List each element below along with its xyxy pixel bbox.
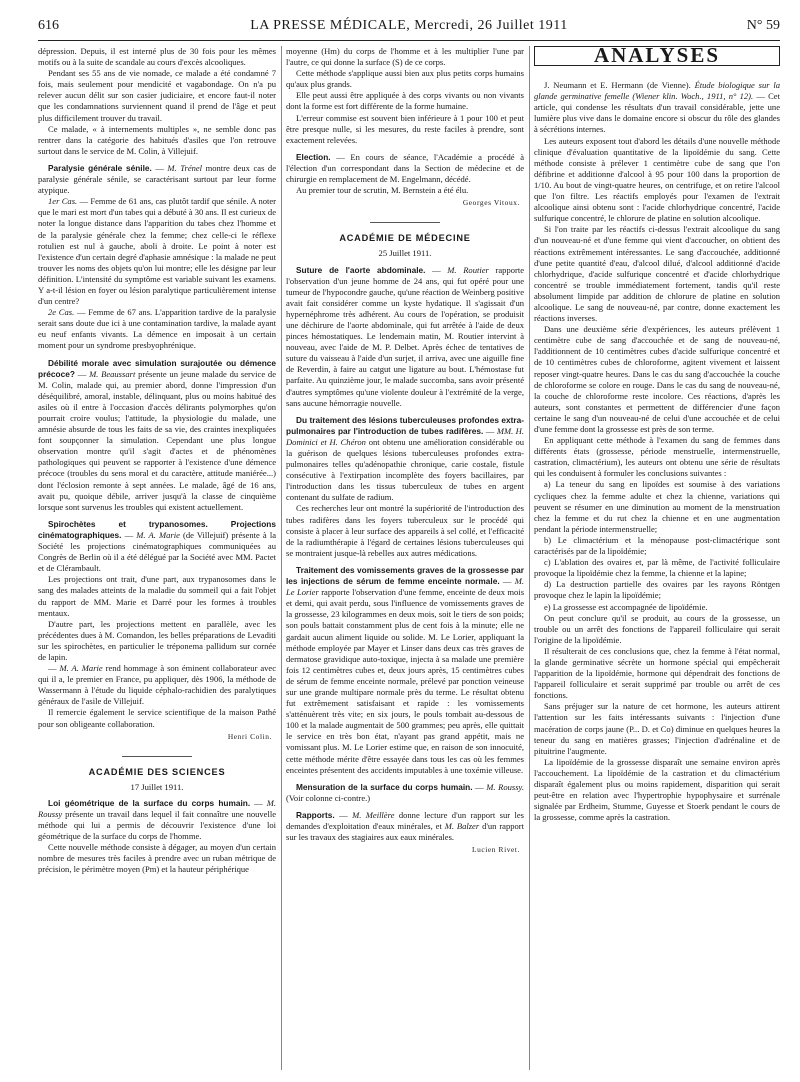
article: Suture de l'aorte abdominale. — M. Routier rapporte l'observation d'un jeune homme de 24 ans, qui fut opéré pour une tumeur de l'hypocondre gauche, qu'une réaction de Weinberg positive avait fait considérer comme un kyste hydatique. Il s'agissait d'un hypernéphrome très adhérent. Au cours de l'opération, se produisit une déchirure de l'aorte abdominale, qui fut arrêtée à l'aide de deux pinces hémostatiques. Le lendemain matin, M. Routier intervint à nouveau, avec l'aide de M. P. Delbet. Après échec de tentatives de suture du vaisseau à l'aide d'un surjet, il arriva, avec une aiguille fine de Reverdin, à faire au catgut une ligature au bout. L'hémostase fut parfaite. Au quinzième jour, le malade succomba, sans avoir présenté d'autres symptômes qu'une violente douleur à l'extrémité de la verge, sans aucune hémorragie nouvelle.: [286, 264, 524, 408]
list-item: c) L'ablation des ovaires et, par là même, de l'activité folliculaire provoque la lipoïdémie chez la femme, la chienne et la lapine;: [534, 557, 780, 579]
paragraph: Cette méthode s'applique aussi bien aux plus petits corps humains qu'aux plus grands.: [286, 68, 524, 90]
paragraph: Au premier tour de scrutin, M. Bernstein a été élu.: [296, 185, 469, 196]
article-title: Débilité morale avec simulation surajoutée ou démence précoce?: [38, 357, 276, 379]
signature: Georges Vitoux.: [462, 198, 520, 208]
article-title: Du traitement des lésions tuberculeuses profondes extra-pulmonaires par l'introduction de tubes radifères.: [286, 414, 524, 436]
article: J. Neumann et E. Hermann (de Vienne). Étude biologique sur la glande germinative femelle (Wiener klin. Woch., 1911, n° 12). — Cet article, qui condense les résultats d'un travail considérable, jette une lumière plus vive dans le domaine encore si obscur du rôle des glandes à sécrétions internes.: [534, 80, 780, 135]
column-divider: [529, 46, 530, 1070]
section-heading: ACADÉMIE DE MÉDECINE: [339, 233, 471, 244]
paragraph: En appliquant cette méthode à l'examen du sang de femmes dans différents états (grossesse, période menstruelle, intermenstruelle, castration, climactérium), les auteurs ont obtenu une série de résultats qui les conduisent à formuler les conclusions suivantes :: [534, 435, 780, 479]
paragraph: moyenne (Hm) du corps de l'homme et à les multiplier l'une par l'autre, ce qui donne la surface (S) de ce corps.: [286, 46, 524, 68]
article: Traitement des vomissements graves de la grossesse par les injections de sérum de femme enceinte normale. — M. Le Lorier rapporte l'observation d'une femme, enceinte de deux mois et demi, qui avait perdu, sous l'influence de vomissements graves de la grossesse, 23 kilogrammes en deux mois, soit le tiers de son poids; son pouls battait constamment plus de cent fois à la minute; elle ne gardait aucun aliment liquide ou solide. M. Le Lorier, appliquant la méthode employée par Mayer et Linser dans deux cas très graves de dermatose gravidique auto-toxique, injecta à sa malade une première fois 12 centimètres cubes et, deux jours après, 15 centimètres cubes de sérum de femme enceinte normale, prélevé par ponction veineuse sur une grande multipare normale près du terme. Le résultat obtenu fut extrêmement satisfaisant et rapide : les vomissements s'atténuèrent très vite; en six jours, le pouls tombait au-dessous de 100 et la malade augmentait de 500 grammes; peu après, elle quittait le service en très bon état, n'ayant pas grand appétit, mais ne vomissant plus. M. Le Lorier estime que, en raison de son innocuité, cette méthode mérite d'être essayée dans tous les cas où les femmes enceintes présentent des accidents imputables à une toxémie villeuse.: [286, 564, 524, 775]
author: M. Meillère: [352, 809, 395, 820]
author: M. Balzer: [444, 821, 480, 831]
paragraph: Ces recherches leur ont montré la supériorité de l'introduction des tubes radifères dans les foyers tuberculeux sur le procédé qui consiste à placer à leur surface des appareils à sel collé, et l'efficacité de la radiumthérapie à l'égard de certaines lésions tuberculeuses qui se montraient jusque-là rebelles aux autres médications.: [286, 503, 524, 558]
article-title: Rapports.: [296, 809, 335, 820]
article: Election. — En cours de séance, l'Académie a procédé à l'élection d'un correspondant dans la Section de médecine et de chirurgie en remplacement de M. Engelmann, décédé.: [286, 151, 524, 185]
author: M. Roussy.: [486, 781, 524, 792]
article-title: Paralysie générale sénile.: [48, 162, 152, 173]
article-title: Loi géométrique de la surface du corps humain.: [48, 797, 251, 808]
case-label: 2e Cas.: [48, 307, 75, 318]
paragraph: Il remercie également le service scientifique de la maison Pathé pour son obligeante collaboration.: [38, 707, 276, 729]
author: M. Trénel: [167, 162, 203, 173]
paragraph: D'autre part, les projections mettent en parallèle, avec les précédentes dues à M. Comandon, les belles préparations de Levaditi sur les spirochètes, en particulier le tréponema pallidum sur cornée de lapin.: [38, 618, 276, 662]
paragraph: Pendant ses 55 ans de vie nomade, ce malade a été condamné 7 fois, mais seulement pour mendicité et vagabondage. On n'a pu relever aucun délit sur son casier judiciaire, et encore faut-il noter que les condamnations surviennent quand il prend de l'âge et peut plus difficilement trouver du travail.: [38, 68, 276, 123]
article-title: Election.: [296, 151, 331, 162]
article-title: Traitement des vomissements graves de la grossesse par les injections de sérum de femme enceinte normale.: [286, 564, 524, 587]
list-item: d) La destruction partielle des ovaires par les rayons Röntgen provoque chez le lapin la lipoïdémie;: [534, 579, 780, 601]
analyses-heading: ANALYSES: [534, 46, 780, 66]
author: M. Beaussart: [89, 368, 136, 379]
paragraph: Dans une deuxième série d'expériences, les auteurs prélèvent 1 centimètre cube de sang d'accouchée et de sang de nouveau-né, l'additionnent de 10 centimètres cubes d'acide sulfurique concentré et de 10 centimètres cubes de chloroforme, agitent vivement et laissent reposer vingt-quatre heures. Dans le cas du sang d'accouchée la couche de chloroforme se colore en rouge. Dans le cas du sang de nouveau-né, la couche de chloroforme reste incolore. Ces réactions, d'après les auteurs, sont constantes et permettent de différencier d'une façon certaine le sang d'un nouveau-né de celui d'une accouchée et de celui d'une femme dont la grossesse est près de son terme.: [534, 324, 780, 434]
paragraph: Il résulterait de ces conclusions que, chez la femme à l'état normal, la glande germinative sécrète un hormone spécial qui empêcherait l'apparition de la lipoïdémie, hormone qui dépendrait des fonctions de l'appareil folliculaire et serait supprimé par trouble ou arrêt de ces fonctions.: [534, 645, 780, 701]
paragraph: dépression. Depuis, il est interné plus de 30 fois pour les mêmes motifs ou à la suite de scandale au cours d'excès alcooliques.: [38, 46, 276, 68]
article: Du traitement des lésions tuberculeuses profondes extra-pulmonaires par l'introduction de tubes radifères. — MM. H. Dominici et H. Chéron ont obtenu une amélioration considérable ou la guérison de quelques lésions tuberculeuses profondes extra-pulmonaires telles qu'adénopathie chronique, carie costale, fistule consécutive à l'extirpation incomplète des foyers bacillaires, par l'introduction dans les tissus tuberculeux de tubes en argent contenant du sulfate de radium.: [286, 414, 524, 503]
section-divider: [370, 222, 440, 223]
paragraph: Les auteurs exposent tout d'abord les détails d'une nouvelle méthode clinique d'évaluation quantitative de la lipoïdémie du sang. Cette méthode consiste à prélever 1 centimètre cube de sang que l'on défibrine et additionne d'alcool à 95 pour 100 dans la proportion de 1/10. Au bout de vingt-quatre heures, on centrifuge, et on retire l'alcool que l'on filtre. Les réactifs employés pour l'examen de l'extrait alcoolique ainsi obtenu sont : l'acide chlorhydrique concentré, l'acide sulfurique concentré, le chlorure de platine en solution alcoolique.: [534, 135, 780, 224]
paragraph: L'erreur commise est souvent bien inférieure à 1 pour 100 et peut être presque nulle, si les mesures, du reste faciles à prendre, sont exactement relevées.: [286, 112, 524, 145]
article-text: montre deux cas de paralysie générale sénile, se caractérisant surtout par leur forme atypique.: [38, 162, 276, 196]
article: Rapports. — M. Meillère donne lecture d'un rapport sur les demandes d'exploitation d'eaux minérales, et M. Balzer d'un rapport sur les travaux des stagiaires aux eaux minérales.: [286, 809, 524, 843]
column-right: [534, 46, 780, 1074]
paragraph: Elle peut aussi être appliquée à des corps vivants ou non vivants dont la forme est fort différente de la forme humaine.: [286, 90, 524, 112]
journal-title: LA PRESSE MÉDICALE, Mercredi, 26 Juillet 1911: [250, 18, 568, 33]
article: Loi géométrique de la surface du corps humain. — M. Roussy présente un travail dans lequel il fait connaître une nouvelle méthode qui lui a permis de découvrir l'existence d'une loi géométrique de la surface du corps de l'homme.: [38, 797, 276, 842]
list-item: e) La grossesse est accompagnée de lipoïdémie.: [544, 601, 708, 612]
column-left: [38, 46, 276, 1074]
case-label: 1er Cas.: [48, 196, 78, 207]
paragraph: Si l'on traite par les réactifs ci-dessus l'extrait alcoolique du sang d'un nouveau-né et d'une femme qui vient d'accoucher, on obtient des réactions extrêmement intéressantes. Le sang d'accouchée, additionné d'une petite quantité d'eau, d'alcool dilué, d'alcool additionné d'acide chlorhydrique, d'acide sulfurique concentré et d'acide chlorhydrique concentré se trouble immédiatement fortement, tandis qu'il reste absolument limpide par addition de chlorure de platine en solution alcoolique. Le sang de nouveau-né, par contre, donne exactement les réactions inverses.: [534, 224, 780, 324]
author: J. Neumann et E. Hermann: [544, 80, 644, 91]
reference: (Wiener klin. Woch., 1911, n° 12).: [632, 91, 754, 102]
paragraph: Cette nouvelle méthode consiste à dégager, au moyen d'un certain nombre de mesures très faciles à prendre avec un ruban métrique de précision, le périmètre moyen (Pm) et la hauteur périphérique: [38, 842, 276, 875]
page-header: [38, 18, 780, 38]
author: M. Roussy: [38, 797, 276, 819]
paragraph: 2e Cas. — Femme de 67 ans. L'apparition tardive de la paralysie serait sans doute due ici à une contamination tardive, la malade ayant eu neuf enfants vivants. La démence en imposait à un certain moment pour un syndrome presbyophrénique.: [38, 307, 276, 351]
article-title: Mensuration de la surface du corps humain.: [296, 781, 473, 792]
work-title: Étude biologique sur la glande germinative femelle: [534, 80, 780, 102]
column-divider: [281, 46, 282, 1070]
paragraph: Les projections ont trait, d'une part, aux trypanosomes dans le sang des malades atteints de la maladie du sommeil qui a fait l'objet du rapport de MM. Marie et Darré pour les formes à troubles mentaux.: [38, 574, 276, 618]
paragraph: On peut conclure qu'il se produit, au cours de la grossesse, un trouble ou un arrêt des fonctions de l'appareil folliculaire qui serait l'origine de la lipoïdémie.: [534, 612, 780, 645]
article-title: Spirochètes et trypanosomes. Projections cinématographiques.: [38, 518, 276, 540]
section-heading: ACADÉMIE DES SCIENCES: [88, 766, 226, 777]
paragraph: Sans préjuger sur la nature de cet hormone, les auteurs attirent l'attention sur les faits intéressants suivants : l'injection d'une macération de corps jaune (P... D. et Co) diminue en quelques heures la teneur du sang en matières grasses; l'injection d'adrénaline et de pituitrine l'augmente.: [534, 701, 780, 756]
page-number: 616: [38, 18, 59, 33]
section-date: 17 Juillet 1911.: [130, 781, 184, 792]
author: M. Routier: [447, 264, 489, 275]
list-item: a) La teneur du sang en lipoïdes est soumise à des variations cycliques chez la femme adulte et chez la chienne, variations qui peuvent se résumer en une diminution au moment de la menstruation chez la femme et du rut chez la chienne et en une augmentation pendant la période intermenstruelle;: [534, 479, 780, 534]
paragraph: 1er Cas. — Femme de 61 ans, cas plutôt tardif que sénile. A noter que le mari est mort d'un tabes qui a débuté à 30 ans. Il est curieux de noter la longue distance dans l'apparition du tabes chez l'homme et de la paralysie générale chez la femme; chez celle-ci le réflexe rotulien est nul à gauche, aboli à droite. Le point à noter est l'existence d'un certain degré d'aphasie amnésique : la malade ne peut trouver les noms des objets qu'on lui montre; elle les désigne par leur définition. L'intensité du symptôme est variable suivant les examens. Y a-t-il lésion en foyer ou lésion paralytique particulièrement intense d'un centre?: [38, 196, 276, 307]
conclusion-list: [534, 479, 780, 612]
column-middle: [286, 46, 524, 1074]
signature: Henri Colin.: [227, 731, 272, 741]
article: Spirochètes et trypanosomes. Projections cinématographiques. — M. A. Marie (de Villejuif) présente à la Société les projections cinématographiques communiquées au Congrès de Berlin où il a été délégué par la Société avec MM. Pactet et de Clérambault.: [38, 518, 276, 574]
issue-number: N° 59: [746, 18, 780, 33]
list-item: b) Le climactérium et la ménopause post-climactérique sont caractérisés par de la lipoïdémie;: [534, 534, 780, 557]
author: M. A. Marie: [136, 529, 180, 540]
article: Débilité morale avec simulation surajoutée ou démence précoce? — M. Beaussart présente un jeune malade du service de M. Colin, malade qui, au premier abord, donne l'impression d'un déséquilibré, amoral, instable, délinquant, plus ou moins habitué des asiles où il entre à l'occasion d'accès délirants polymorphes qu'on pourrait croire voulus; l'attitude, la physiologie du malade, une amnésie absurde de tous les faits de sa vie, des craintes inexpliquées font soupçonner la simulation. Cependant une plus longue observation montre qu'il s'agit d'actes et de phénomènes pathologiques qui peuvent se rapporter à l'existence d'une démence précoce (troubles du sens moral et du caractère, attitude maniérée...) dont l'éclosion remonte à sept années. Le malade, âgé de 16 ans, avait pu, quoique débile, arriver jusqu'à la classe de cinquième lorsque sont survenus les troubles qui existent actuellement.: [38, 357, 276, 512]
article-title: Suture de l'aorte abdominale.: [296, 264, 426, 275]
section-divider: [122, 756, 192, 757]
signature: Lucien Rivet.: [471, 845, 520, 855]
article: Mensuration de la surface du corps humain. — M. Roussy. (Voir colonne ci-contre.): [286, 781, 524, 803]
header-rule: [38, 40, 780, 41]
article: Paralysie générale sénile. — M. Trénel montre deux cas de paralysie générale sénile, se caractérisant surtout par leur forme atypique.: [38, 162, 276, 196]
author: MM. H. Dominici et H. Chéron: [286, 425, 524, 447]
paragraph: La lipoïdémie de la grossesse disparaît une semaine environ après l'accouchement. La lipoïdémie de la castration et du climactérium disparaît également plus ou moins rapidement, disparition qui serait peut-être en relation avec l'hypertrophie hypophysaire et surrénale signalée par Erdheim, Stumme, Guyesse et Stoerk pendant le cours de la grossesse, comme après la castration.: [534, 756, 780, 823]
paragraph: — M. A. Marie rend hommage à son éminent collaborateur avec qui il a, le premier en France, pu appliquer, dès 1906, la méthode de Wassermann à l'étude du liquide céphalo-rachidien des paralytiques généraux de l'asile de Villejuif.: [38, 663, 276, 707]
author: M. Le Lorier: [286, 576, 524, 598]
section-date: 25 Juillet 1911.: [378, 248, 432, 259]
paragraph: Ce malade, « à internements multiples », ne semble donc pas rentrer dans la catégorie des habitués d'asiles que l'on retrouve surtout dans le service de M. Colin, à Villejuif.: [38, 123, 276, 156]
